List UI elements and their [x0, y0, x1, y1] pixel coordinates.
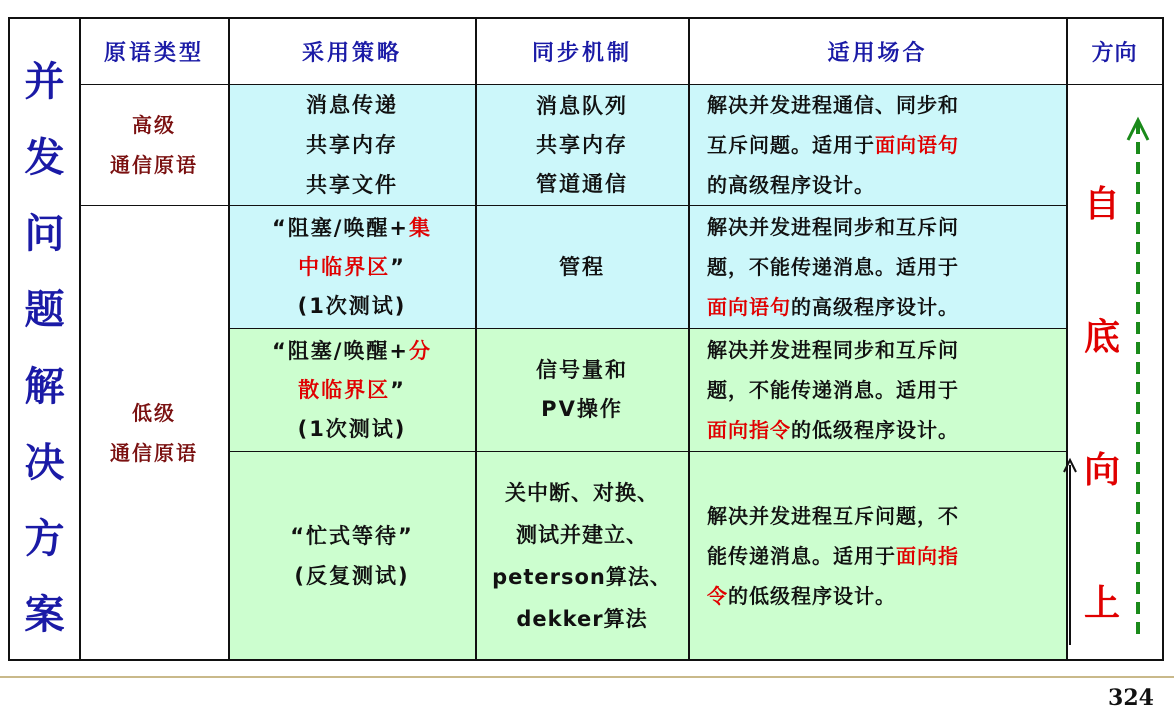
mechanism-line: 信号量和 — [536, 358, 628, 382]
strategy-highlight: 中临界区 — [298, 254, 391, 279]
mechanism-line: 关中断、对换、 — [505, 480, 659, 505]
usage-line: 题，不能传递消息。适用于 — [707, 255, 959, 279]
strategy-text: “阻塞/唤醒+ — [271, 338, 410, 363]
side-char: 题 — [24, 287, 65, 334]
type-line: 通信原语 — [110, 440, 198, 465]
strategy-line — [298, 371, 406, 410]
footer-rule — [0, 676, 1174, 678]
strategy-text: ” — [390, 254, 406, 279]
side-title — [10, 50, 79, 640]
strategy-line: 共享内存 — [306, 133, 398, 157]
direction-char: 向 — [1083, 450, 1120, 491]
border-right — [1162, 17, 1164, 661]
usage-line: 解决并发进程通信、同步和 — [707, 93, 959, 117]
strategy-line — [272, 332, 432, 371]
strategy-highlight: 散临界区 — [298, 377, 391, 402]
side-char: 方 — [24, 515, 65, 562]
usage-text: 的低级程序设计。 — [728, 583, 896, 608]
usage-line: 题，不能传递消息。适用于 — [707, 378, 959, 402]
usage-busywait — [689, 452, 1066, 659]
usage-line: 解决并发进程同步和互斥问 — [707, 338, 959, 362]
usage-text: 的低级程序设计。 — [791, 418, 959, 442]
usage-line — [707, 536, 959, 576]
mechanism-line: PV操作 — [541, 397, 623, 421]
mechanism-line: 消息队列 — [536, 93, 628, 118]
direction-text — [1072, 176, 1132, 626]
header-strategy: 采用策略 — [301, 40, 402, 66]
strategy-high — [229, 85, 475, 205]
mechanism-line: dekker算法 — [516, 606, 648, 631]
usage-highlight: 面向指令 — [707, 418, 791, 442]
usage-line — [707, 410, 959, 450]
mechanism-monitor: 管程 — [559, 254, 605, 279]
border-bottom — [8, 659, 1164, 661]
type-line: 通信原语 — [110, 153, 198, 177]
header-type: 原语类型 — [103, 40, 204, 66]
usage-line: 解决并发进程同步和互斥问 — [707, 215, 959, 239]
header-direction: 方向 — [1091, 40, 1138, 66]
mechanism-high — [476, 85, 688, 205]
side-char: 并 — [24, 59, 65, 105]
usage-text: 的高级程序设计。 — [791, 295, 959, 319]
side-char: 问 — [24, 211, 65, 258]
direction-char: 底 — [1083, 317, 1120, 358]
side-char: 决 — [24, 439, 65, 486]
type-line: 高级 — [132, 113, 176, 137]
usage-line — [707, 125, 959, 165]
usage-highlight: 面向指 — [896, 543, 959, 568]
mechanism-semaphore — [476, 329, 688, 451]
usage-highlight: 面向语句 — [707, 295, 791, 319]
strategy-semaphore — [229, 329, 475, 451]
strategy-line: (1次测试) — [297, 416, 407, 441]
usage-line: 解决并发进程互斥问题，不 — [707, 503, 959, 528]
strategy-line: 消息传递 — [306, 93, 398, 117]
strategy-line: (反复测试) — [294, 563, 410, 588]
mechanism-line: 管道通信 — [536, 171, 628, 196]
header-usage: 适用场合 — [827, 40, 928, 66]
mechanism-line: 共享内存 — [536, 132, 628, 157]
side-char: 解 — [24, 363, 65, 410]
strategy-highlight: 分 — [409, 338, 433, 363]
mechanism-line: peterson算法、 — [492, 564, 672, 589]
side-char: 发 — [24, 135, 65, 182]
type-low — [80, 206, 228, 659]
header-mechanism: 同步机制 — [531, 40, 632, 66]
type-line: 低级 — [132, 400, 176, 425]
mechanism-line: 测试并建立、 — [516, 522, 648, 547]
usage-high — [689, 85, 1066, 205]
strategy-busywait — [229, 452, 475, 659]
usage-monitor — [689, 206, 1066, 328]
strategy-line — [272, 209, 432, 248]
strategy-text: ” — [390, 377, 406, 402]
usage-line — [707, 576, 896, 616]
strategy-highlight: 集 — [409, 215, 433, 240]
strategy-line — [298, 248, 406, 287]
strategy-line: “忙式等待” — [290, 523, 414, 548]
strategy-text: “阻塞/唤醒+ — [271, 215, 410, 240]
direction-char: 自 — [1083, 184, 1120, 225]
strategy-monitor — [229, 206, 475, 328]
strategy-line: 共享文件 — [306, 173, 398, 197]
usage-line: 的高级程序设计。 — [707, 173, 875, 197]
strategy-line: (1次测试) — [297, 293, 407, 318]
mechanism-busywait — [476, 452, 688, 659]
usage-highlight: 面向语句 — [875, 133, 959, 157]
usage-line — [707, 287, 959, 327]
usage-highlight: 令 — [707, 583, 728, 608]
usage-semaphore — [689, 329, 1066, 451]
type-high — [80, 85, 228, 205]
side-char: 案 — [24, 591, 65, 638]
usage-text: 能传递消息。适用于 — [707, 543, 896, 568]
direction-char: 上 — [1083, 583, 1120, 624]
usage-text: 互斥问题。适用于 — [707, 133, 875, 157]
page-number: 324 — [1108, 685, 1154, 711]
